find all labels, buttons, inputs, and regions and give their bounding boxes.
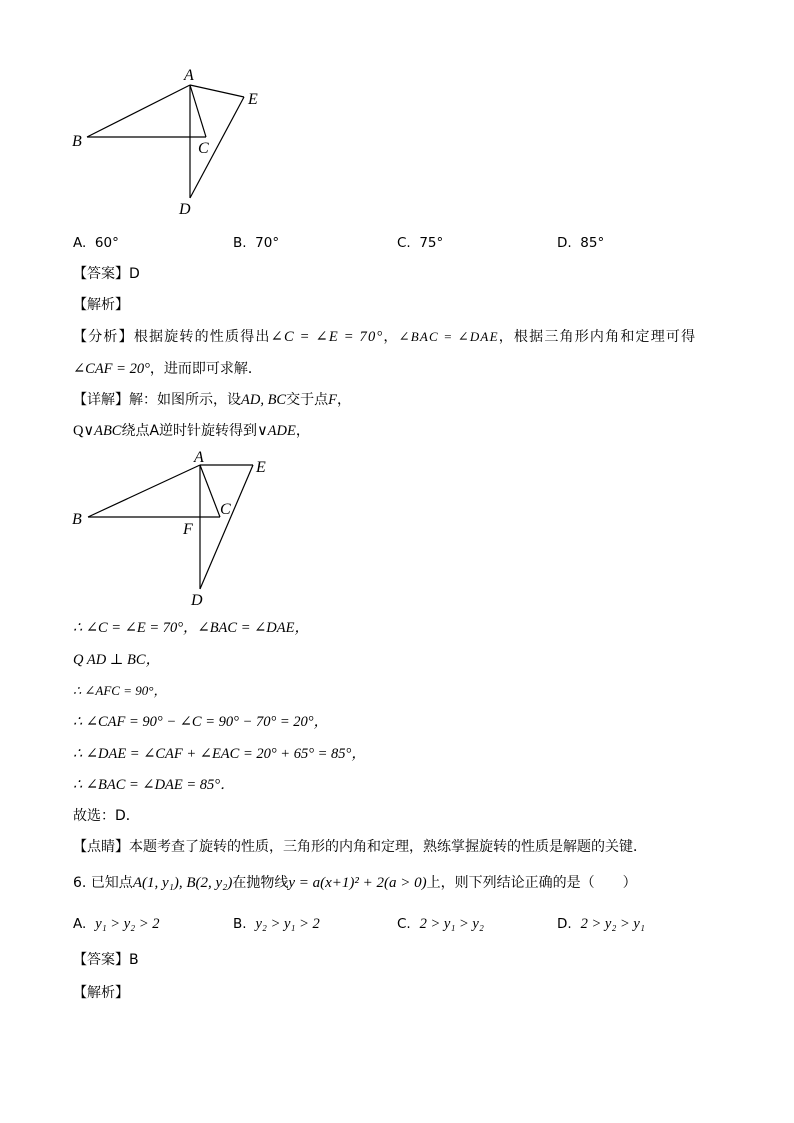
fig2-label-c: C [220, 501, 231, 518]
fig1-label-e: E [248, 91, 258, 108]
step-4: ∴ ∠CAF = 90° − ∠C = 90° − 70° = 20°， [73, 714, 329, 730]
q5-comment: 【点睛】本题考查了旋转的性质，三角形的内角和定理，熟练掌握旋转的性质是解题的关键． [73, 839, 647, 855]
answer-tag: 【答案】 [73, 266, 129, 282]
step-6: ∴ ∠BAC = ∠DAE = 85°． [73, 777, 235, 793]
fig2-label-e: E [256, 459, 266, 476]
fig1-label-c: C [198, 140, 209, 157]
step-5: ∴ ∠DAE = ∠CAF + ∠EAC = 20° + 65° = 85°， [73, 746, 366, 762]
q6-option-b: B. y₂ > y₁ > 2 [233, 916, 320, 932]
fig2-label-d: D [191, 592, 203, 609]
fig2-label-f: F [183, 521, 193, 538]
q5-rotation-line: Q∨ABC绕点A逆时针旋转得到∨ADE， [73, 423, 310, 439]
q6-option-c: C. 2 > y₁ > y₂ [397, 916, 484, 932]
fig2-label-a: A [194, 449, 204, 466]
q6-option-a: A. y₁ > y₂ > 2 [73, 916, 160, 932]
q5-fenxi-line2: ∠CAF = 20°，进而即可求解． [73, 361, 262, 377]
q6-analysis-tag: 【解析】 [73, 985, 129, 1001]
answer-value: D [129, 266, 140, 282]
q5-detail-line: 【详解】解：如图所示，设AD, BC交于点F， [73, 392, 351, 408]
q5-option-c: C. 75° [397, 235, 444, 251]
step-3: ∴ ∠AFC = 90°， [73, 683, 167, 698]
q5-fenxi-line1: 【分析】根据旋转的性质得出∠C = ∠E = 70°，∠BAC = ∠DAE，根据三角形内角和定理可得 [73, 329, 697, 345]
figure-triangle-rotation [60, 62, 280, 222]
fig1-label-b: B [72, 133, 82, 150]
q5-option-a: A. 60° [73, 235, 119, 251]
fig1-label-a: A [184, 67, 194, 84]
q6-answer-line: 【答案】B [73, 952, 139, 968]
q5-answer-line [73, 264, 140, 284]
figure-triangle-with-f [60, 446, 290, 611]
q5-analysis-tag: 【解析】 [73, 297, 129, 313]
fig1-label-d: D [179, 201, 191, 218]
step-1: ∴ ∠C = ∠E = 70°，∠BAC = ∠DAE， [73, 620, 309, 636]
step-2: Q AD ⊥ BC， [73, 652, 161, 668]
q5-option-b: B. 70° [233, 235, 280, 251]
q6-option-d: D. 2 > y₂ > y₁ [557, 916, 645, 932]
fig2-label-b: B [72, 511, 82, 528]
q6-stem: 6. 已知点A(1, y₁), B(2, y₂)在抛物线y = a(x+1)² + 2(a > 0)上，则下列结论正确的是（ ） [73, 875, 637, 891]
q5-choose: 故选：D． [73, 808, 140, 824]
q5-option-d: D. 85° [557, 235, 605, 251]
q6-number: 6. [73, 875, 87, 891]
